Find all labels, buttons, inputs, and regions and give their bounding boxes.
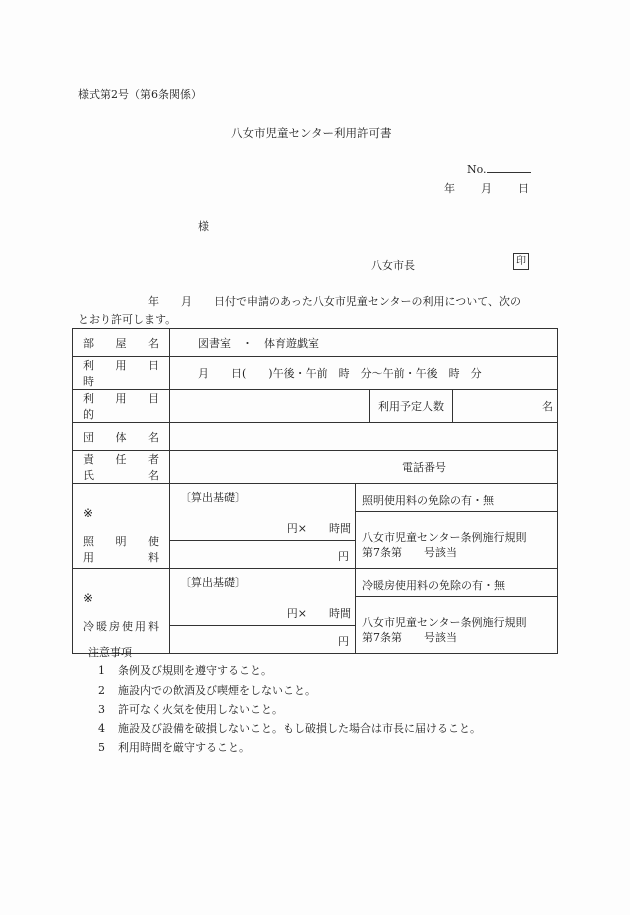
note-number: 2: [98, 684, 105, 697]
lighting-exempt-cell: [356, 484, 558, 569]
note-item: [98, 720, 481, 736]
date-month: 月: [481, 182, 492, 195]
note-number: 4: [98, 722, 105, 735]
seal-box: 印: [513, 253, 529, 270]
note-text: 利用時間を厳守すること。: [118, 741, 250, 754]
heating-mark: ※: [83, 591, 94, 605]
heating-label-cell: [73, 569, 170, 654]
purpose-value: [170, 390, 370, 423]
note-text: 施設内での飲酒及び喫煙をしないこと。: [118, 684, 316, 697]
note-text: 許可なく火気を使用しないこと。: [118, 703, 283, 716]
heating-exempt-rule-2: 第7条第 号該当: [362, 631, 457, 644]
table-row-datetime: [73, 357, 558, 390]
table-row-responsible: [73, 451, 558, 484]
body-text-line-2: とおり許可します。: [78, 313, 177, 326]
lighting-mark: ※: [83, 506, 94, 520]
note-text: 施設及び設備を破損しないこと。もし破損した場合は市長に届けること。: [118, 722, 481, 735]
note-number: 1: [98, 664, 105, 677]
lighting-exempt-divider: [356, 511, 557, 512]
heating-yen: 円: [338, 635, 349, 648]
body-text-line-1: 年 月 日付で申請のあった八女市児童センターの利用について、次の: [148, 295, 522, 308]
table-row-room: [73, 329, 558, 357]
people-unit: 名: [453, 390, 558, 423]
date-day: 日: [518, 182, 529, 195]
lighting-basis: 〔算出基礎〕: [180, 491, 246, 504]
note-item: [98, 739, 250, 755]
note-item: [98, 701, 283, 717]
table-row-group: [73, 423, 558, 451]
table-row-purpose: [73, 390, 558, 423]
datetime-label: 利 用 日 時: [73, 357, 170, 390]
group-value: [170, 423, 558, 451]
purpose-label: 利 用 目 的: [73, 390, 170, 423]
table-row-lighting: [73, 484, 558, 569]
heating-exempt-divider: [356, 596, 557, 597]
permit-table: [72, 328, 558, 654]
heating-exempt-title: 冷暖房使用料の免除の有・無: [362, 579, 505, 592]
addressee-honorific: 様: [198, 220, 209, 233]
issue-date: [444, 180, 529, 196]
number-label: No.: [467, 163, 487, 176]
heating-basis: 〔算出基礎〕: [180, 576, 246, 589]
phone-label: 電話番号: [170, 451, 558, 484]
issuer-mayor: 八女市長: [371, 259, 415, 272]
room-label: 部 屋 名: [73, 329, 170, 357]
lighting-yen-time: 円× 時間: [286, 522, 351, 535]
lighting-label-cell: [73, 484, 170, 569]
note-item: [98, 662, 272, 678]
heating-calc-cell: [170, 569, 356, 654]
note-item: [98, 682, 316, 698]
datetime-value: 月 日( )午後・午前 時 分～午前・午後 時 分: [170, 357, 558, 390]
lighting-exempt-rule-2: 第7条第 号該当: [362, 546, 457, 559]
lighting-yen: 円: [338, 550, 349, 563]
table-row-heating: [73, 569, 558, 654]
lighting-label: 照 明 使 用 料: [83, 535, 170, 564]
number-blank-line: [487, 162, 531, 173]
heating-exempt-cell: [356, 569, 558, 654]
room-value: 図書室 ・ 体育遊戯室: [170, 329, 558, 357]
responsible-label: 責 任 者 氏 名: [73, 451, 170, 484]
group-label: 団 体 名: [73, 423, 170, 451]
date-year: 年: [444, 182, 455, 195]
document-number: [467, 162, 531, 176]
form-number: 様式第2号（第6条関係）: [78, 88, 202, 101]
lighting-calc-divider: [170, 540, 355, 541]
notes-title: 注意事項: [88, 646, 132, 659]
heating-label: 冷暖房使用料: [83, 620, 159, 633]
planned-people-label: 利用予定人数: [370, 390, 453, 423]
note-number: 5: [98, 741, 105, 754]
lighting-exempt-title: 照明使用料の免除の有・無: [362, 494, 494, 507]
lighting-exempt-rule-1: 八女市児童センター条例施行規則: [362, 531, 527, 544]
heating-calc-divider: [170, 625, 355, 626]
lighting-calc-cell: [170, 484, 356, 569]
document-title: 八女市児童センター利用許可書: [231, 126, 392, 140]
note-text: 条例及び規則を遵守すること。: [118, 664, 272, 677]
heating-yen-time: 円× 時間: [286, 607, 351, 620]
note-number: 3: [98, 703, 105, 716]
heating-exempt-rule-1: 八女市児童センター条例施行規則: [362, 616, 527, 629]
